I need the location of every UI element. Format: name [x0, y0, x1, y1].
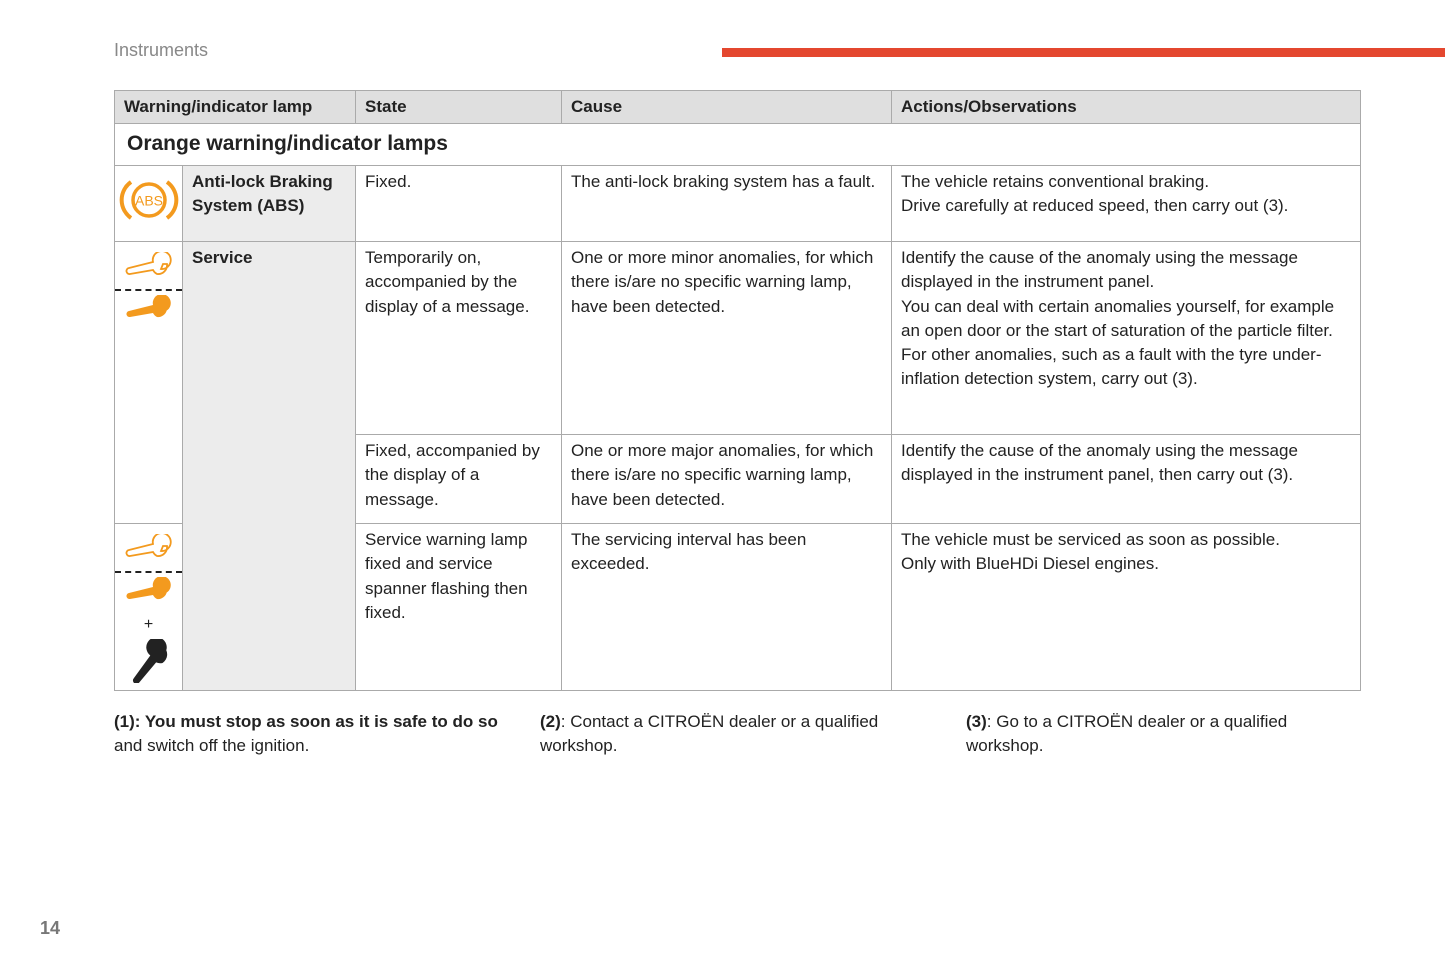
section-title: Orange warning/indicator lamps: [115, 124, 1361, 166]
actions-cell: The vehicle retains conventional braking. Drive carefully at reduced speed, then carry out (3).: [892, 166, 1361, 242]
col-actions: Actions/Observations: [892, 91, 1361, 124]
section-header: Instruments: [114, 40, 209, 60]
lamp-name: Service: [183, 242, 356, 691]
service-spanner-icon: [115, 524, 183, 691]
black-spanner-icon: [124, 639, 174, 683]
abs-icon: [115, 166, 183, 242]
note-2: (2): Contact a CITROËN dealer or a qualified workshop.: [540, 712, 879, 756]
cause-cell: One or more minor anomalies, for which there is/are no specific warning lamp, have been detected.: [562, 242, 892, 435]
col-cause: Cause: [562, 91, 892, 124]
service-wrench-icon: [115, 242, 183, 524]
cause-cell: The anti-lock braking system has a fault.: [562, 166, 892, 242]
table-row: [115, 242, 1361, 435]
col-state: State: [356, 91, 562, 124]
note-1: (1): You must stop as soon as it is safe to do so and switch off the ignition.: [114, 712, 498, 756]
state-cell: Service warning lamp fixed and service spanner flashing then fixed.: [356, 524, 562, 691]
state-cell: Fixed, accompanied by the display of a message.: [356, 435, 562, 524]
actions-cell: Identify the cause of the anomaly using the message displayed in the instrument panel, then carry out (3).: [892, 435, 1361, 524]
table-row: [115, 166, 1361, 242]
header-accent-bar: [722, 48, 1445, 57]
actions-cell: Identify the cause of the anomaly using the message displayed in the instrument panel. You can deal with certain anomalies yourself, for example an open door or the start of saturation of the particle filter. For other anomalies, such as a fault with the tyre under-inflation detection system, carry out (3).: [892, 242, 1361, 435]
actions-cell: The vehicle must be serviced as soon as possible. Only with BlueHDi Diesel engines.: [892, 524, 1361, 691]
cause-cell: One or more major anomalies, for which there is/are no specific warning lamp, have been detected.: [562, 435, 892, 524]
warning-lamps-table: [114, 90, 1361, 691]
plus-sign: +: [143, 615, 154, 633]
page-number: 14: [40, 918, 61, 938]
lamp-name: Anti-lock Braking System (ABS): [183, 166, 356, 242]
svg-text:ABS: ABS: [134, 192, 163, 209]
note-3: (3): Go to a CITROËN dealer or a qualified workshop.: [966, 712, 1288, 756]
state-cell: Temporarily on, accompanied by the display of a message.: [356, 242, 562, 435]
state-cell: Fixed.: [356, 166, 562, 242]
cause-cell: The servicing interval has been exceeded.: [562, 524, 892, 691]
col-lamp: Warning/indicator lamp: [115, 91, 356, 124]
table-header: [115, 91, 1361, 124]
